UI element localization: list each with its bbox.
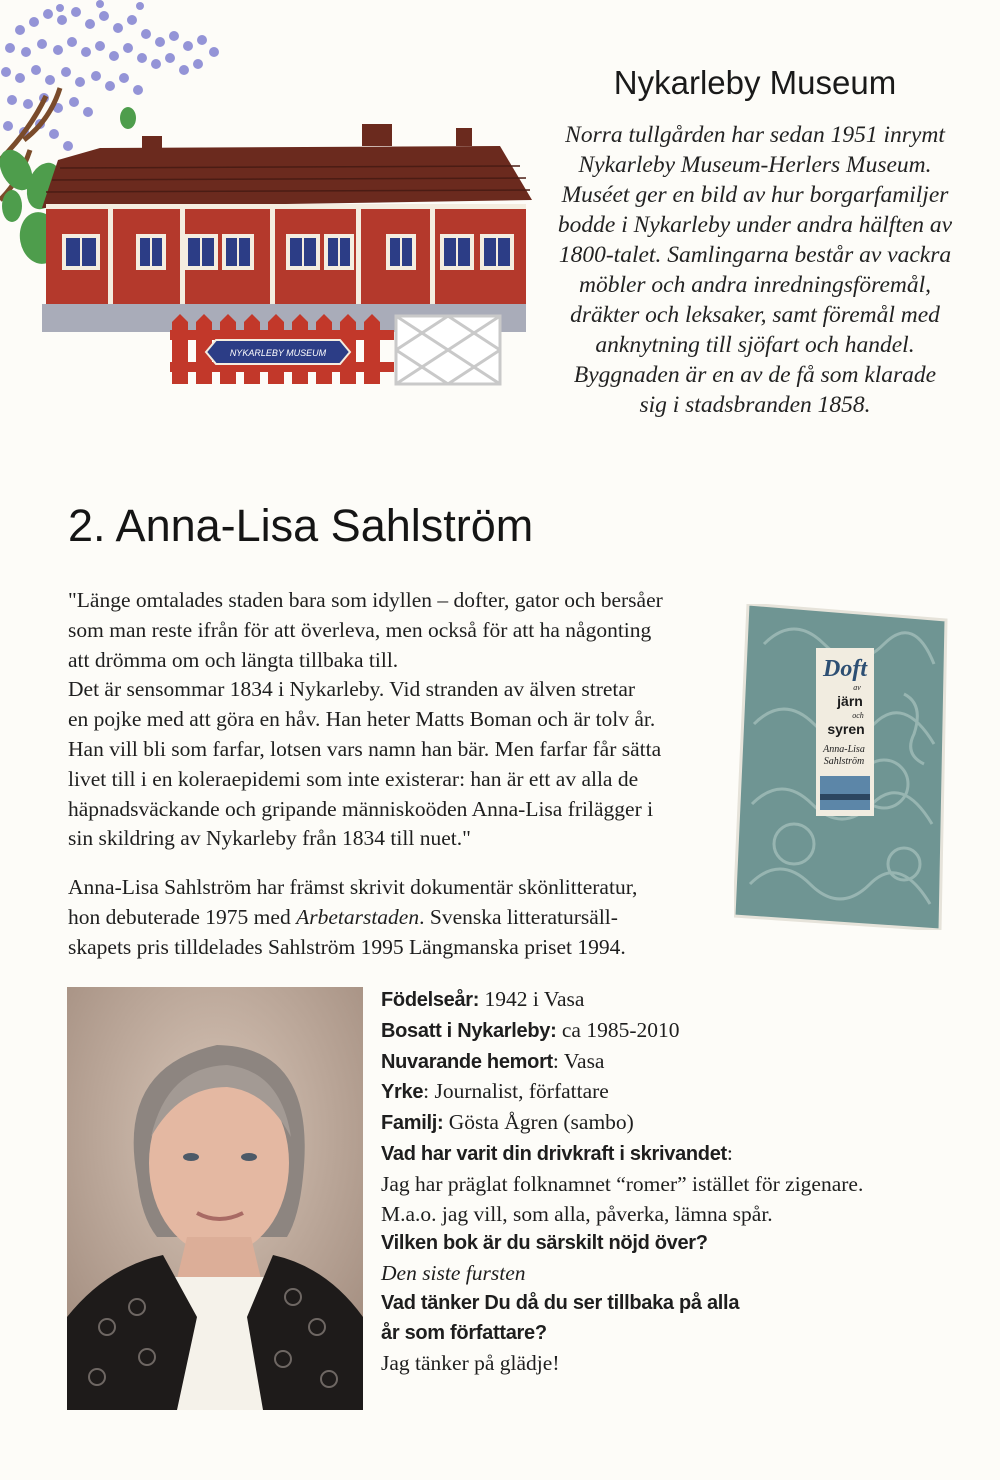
quote-line: Det är sensommar 1834 i Nykarleby. Vid stranden av älven stretar (68, 677, 636, 702)
museum-illustration (0, 0, 540, 400)
author-bio (68, 873, 748, 962)
chimney (142, 136, 162, 152)
museum-text-line: Norra tullgården har sedan 1951 inrymt (565, 122, 945, 148)
book-cover-photo (820, 776, 870, 810)
question-colon: : (726, 1140, 733, 1165)
fact-label: Yrke (381, 1081, 424, 1104)
museum-text-line: sig i stadsbranden 1858. (639, 392, 871, 418)
quote-line: Han vill bli som farfar, lotsen vars namn han bär. Men farfar får sätta (68, 736, 662, 761)
interview-answer-2: Den siste fursten (381, 1261, 526, 1286)
fact-value: Gösta Ågren (sambo) (443, 1110, 634, 1135)
interview-answer-1: M.a.o. jag vill, som alla, påverka, lämna spår. (381, 1201, 773, 1226)
interview-answer-3: Jag tänker på glädje! (381, 1350, 560, 1375)
museum-text-line: Nykarleby Museum-Herlers Museum. (578, 152, 932, 178)
quote-line: att drömma om och längta tillbaka till. (68, 647, 399, 672)
museum-text-line: anknytning till sjöfart och handel. (595, 332, 915, 358)
book-title-word: Doft (823, 656, 867, 682)
fact-label: Nuvarande hemort (381, 1050, 553, 1073)
chimney (456, 128, 472, 146)
book-quote (68, 586, 748, 854)
interview-question-3: år som författare? (381, 1321, 547, 1344)
fact-value: : Journalist, författare (423, 1079, 609, 1104)
book-cover-photo-horizon (820, 794, 870, 800)
book-cover-image (734, 604, 948, 930)
fact-row-profession (381, 1077, 981, 1108)
fact-label: Familj: (381, 1112, 444, 1135)
fact-value: 1942 i Vasa (479, 987, 585, 1011)
book-title-word: syren (827, 721, 865, 737)
fact-row-hometown (381, 1047, 981, 1078)
quote-line: "Länge omtalades staden bara som idyllen – dofter, gator och bersåer (68, 588, 663, 612)
quote-line: livet till i en koleraepidemi som inte existerar: han är ett av alla de (68, 766, 639, 791)
fact-row-birth (381, 985, 981, 1016)
chimney (362, 124, 392, 146)
quote-line: en pojke med att göra en håv. Han heter Matts Boman och är tolv år. (68, 707, 656, 732)
quote-line: som man reste ifrån för att överleva, men också för att ha någonting (68, 617, 652, 642)
museum-roof (42, 146, 532, 208)
fact-value: ca 1985-2010 (556, 1017, 680, 1042)
question-text: Vad har varit din drivkraft i skrivandet (381, 1142, 727, 1165)
museum-text-line: möbler och andra inredningsföremål, (578, 272, 932, 298)
interview-question-3: Vad tänker Du då du ser tillbaka på alla (381, 1291, 740, 1314)
museum-text-line: dräkter och leksaker, samt föremål med (570, 302, 940, 328)
quote-line: sin skildring av Nykarleby från 1834 till nuet." (68, 826, 471, 851)
fact-label: Bosatt i Nykarleby: (381, 1019, 557, 1042)
bio-line: Anna-Lisa Sahlström har främst skrivit dokumentär skönlitteratur, (68, 875, 638, 899)
museum-sign-text: NYKARLEBY MUSEUM (229, 348, 327, 358)
museum-sign (206, 340, 350, 364)
white-gate (396, 316, 500, 384)
museum-text-line: Byggnaden är en av de få som klarade (573, 362, 937, 388)
debut-book-title: Arbetarstaden (296, 904, 420, 929)
bio-text: . Svenska litteratursäll- (419, 904, 618, 929)
museum-description (550, 120, 960, 420)
book-author-line: Anna-Lisa (823, 744, 865, 755)
museum-text-line: 1800-talet. Samlingarna består av vackra (558, 242, 952, 268)
bio-line (68, 903, 748, 933)
bio-text: hon debuterade 1975 med (68, 904, 297, 929)
quote-line: häpnadsväckande och gripande människoöden Anna-Lisa frilägger i (68, 796, 654, 821)
fact-row-residence (381, 1016, 981, 1047)
museum-title: Nykarleby Museum (613, 64, 897, 101)
book-author-line: Sahlström (823, 756, 865, 767)
interview-answer-1: Jag har präglat folknamnet “romer” istället för zigenare. (381, 1171, 864, 1196)
fact-row-family (381, 1108, 981, 1139)
book-title-word: och (852, 711, 864, 720)
book-title-word: järn (837, 693, 863, 709)
fact-value: : Vasa (552, 1048, 605, 1073)
author-portrait-photo (67, 987, 363, 1410)
book-title-word: av (853, 683, 861, 692)
fact-label: Födelseår: (381, 989, 480, 1011)
museum-text-line: Muséet ger en bild av hur borgarfamiljer (561, 182, 949, 208)
bio-line: skapets pris tilldelades Sahlström 1995 Längmanska priset 1994. (68, 934, 626, 959)
interview-question-2: Vilken bok är du särskilt nöjd över? (381, 1232, 708, 1255)
interview-question-1 (381, 1139, 981, 1170)
author-heading: 2. Anna-Lisa Sahlström (68, 500, 534, 551)
museum-text-line: bodde i Nykarleby under andra hälften av (557, 212, 953, 238)
author-facts (381, 985, 981, 1378)
